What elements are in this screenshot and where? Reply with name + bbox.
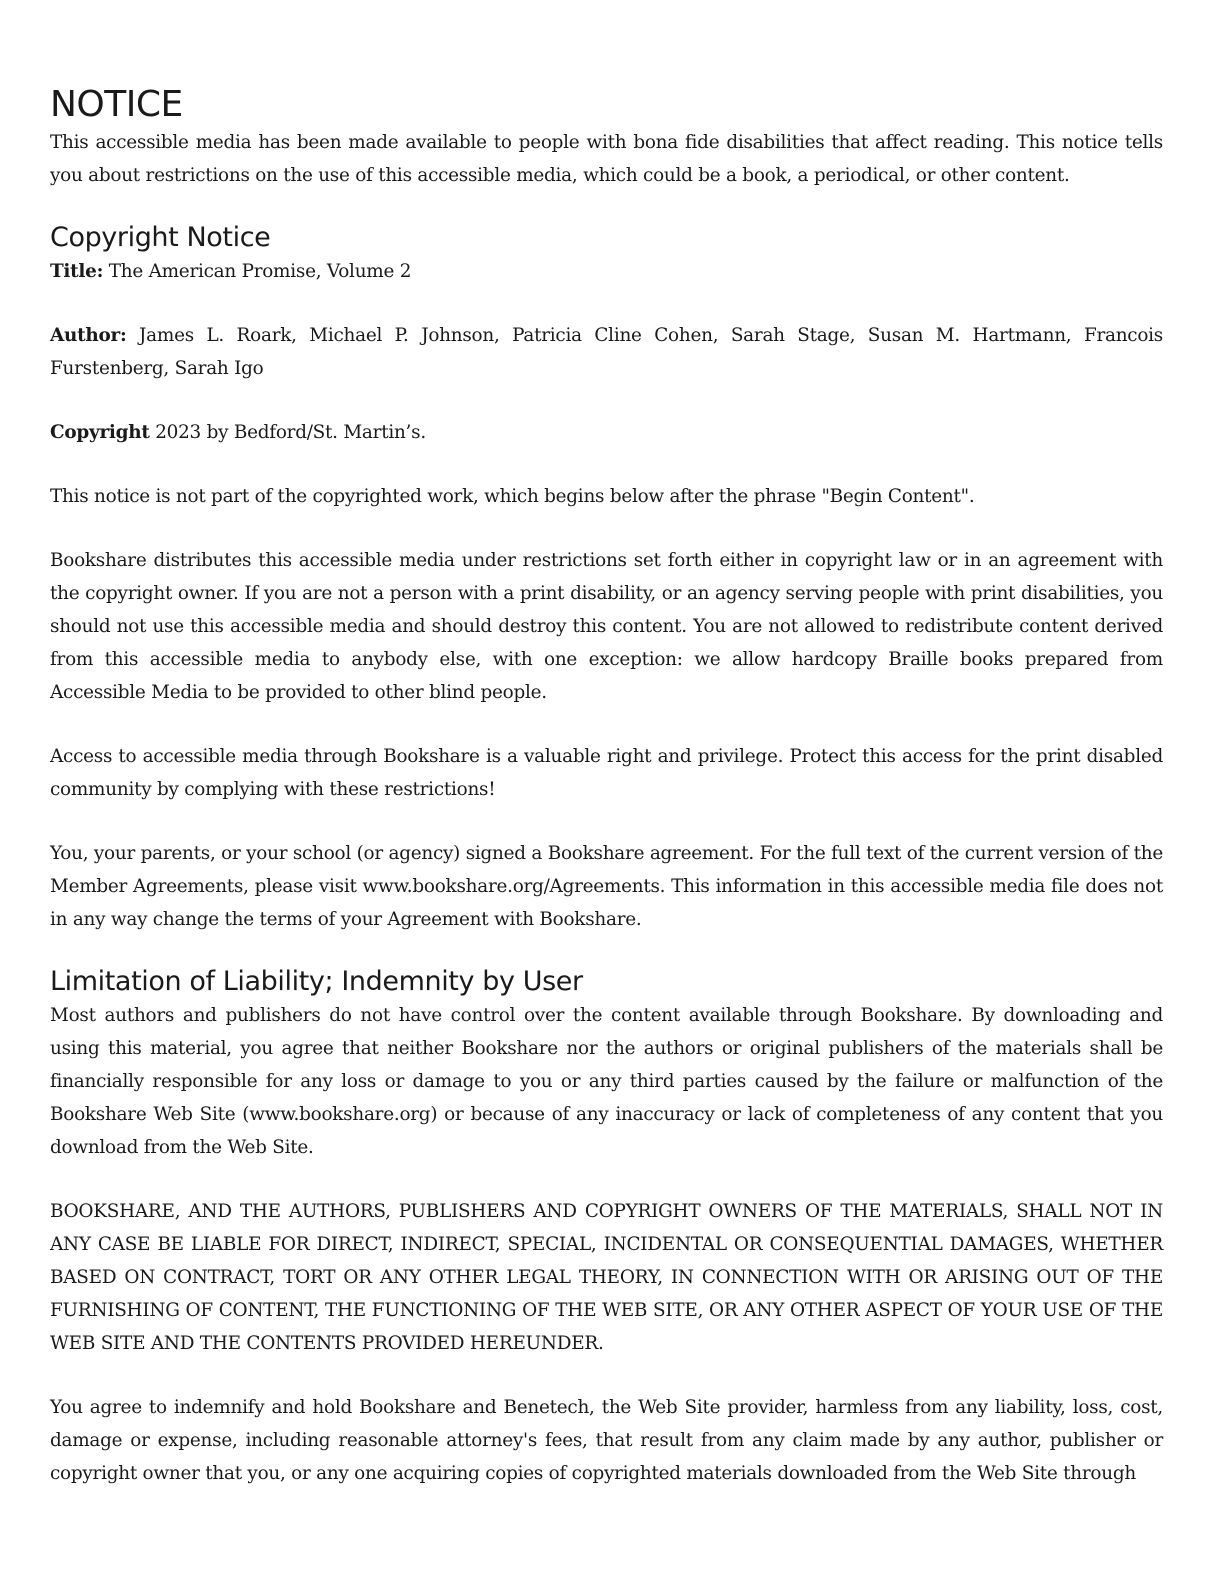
copyright-paragraph: This notice is not part of the copyrighted work, which begins below after the phrase "Begin Content".	[50, 486, 975, 507]
liability-paragraph: Most authors and publishers do not have control over the content available through Bookshare. By downloading and using this material, you agree that neither Bookshare nor the authors or original publishers of the materials shall be financially responsible for any loss or damage to you or any third parties caused by the failure or malfunction of the Bookshare Web Site (www.bookshare.org) or because of any inaccuracy or lack of completeness of any content that you download from the Web Site.	[50, 1005, 1163, 1158]
title-value: The American Promise, Volume 2	[103, 261, 412, 282]
liability-paragraph: You agree to indemnify and hold Bookshare and Benetech, the Web Site provider, harmless from any liability, loss, cost, damage or expense, including reasonable attorney's fees, that result from any claim made by any author, publisher or copyright owner that you, or any one acquiring copies of copyrighted materials downloaded from the Web Site through	[50, 1397, 1163, 1484]
document-page	[50, 84, 1163, 1490]
copyright-notice-heading: Copyright Notice	[50, 222, 271, 253]
author-line	[50, 319, 1163, 385]
notice-heading: NOTICE	[50, 84, 183, 125]
author-label: Author:	[50, 325, 127, 346]
title-line	[50, 255, 1163, 288]
liability-paragraph: BOOKSHARE, AND THE AUTHORS, PUBLISHERS AND COPYRIGHT OWNERS OF THE MATERIALS, SHALL NOT IN ANY CASE BE LIABLE FOR DIRECT, INDIRECT, SPECIAL, INCIDENTAL OR CONSEQUENTIAL DAMAGES, WHETHER BASED ON CONTRACT, TORT OR ANY OTHER LEGAL THEORY, IN CONNECTION WITH OR ARISING OUT OF THE FURNISHING OF CONTENT, THE FUNCTIONING OF THE WEB SITE, OR ANY OTHER ASPECT OF YOUR USE OF THE WEB SITE AND THE CONTENTS PROVIDED HEREUNDER.	[50, 1201, 1163, 1354]
author-value: James L. Roark, Michael P. Johnson, Patricia Cline Cohen, Sarah Stage, Susan M. Hartmann, Francois Furstenberg, Sarah Igo	[50, 325, 1163, 379]
title-label: Title:	[50, 261, 104, 282]
copyright-label: Copyright	[50, 422, 150, 443]
copyright-value: 2023 by Bedford/St. Martin’s.	[149, 422, 426, 443]
copyright-paragraph: You, your parents, or your school (or agency) signed a Bookshare agreement. For the full text of the current version of the Member Agreements, please visit www.bookshare.org/Agreements. This information in this accessible media file does not in any way change the terms of your Agreement with Bookshare.	[50, 843, 1163, 930]
liability-heading: Limitation of Liability; Indemnity by User	[50, 966, 583, 997]
copyright-paragraph: Access to accessible media through Bookshare is a valuable right and privilege. Protect this access for the print disabled community by complying with these restrictions!	[50, 746, 1163, 800]
copyright-line	[50, 416, 1163, 449]
copyright-paragraph: Bookshare distributes this accessible media under restrictions set forth either in copyright law or in an agreement with the copyright owner. If you are not a person with a print disability, or an agency serving people with print disabilities, you should not use this accessible media and should destroy this content. You are not allowed to redistribute content derived from this accessible media to anybody else, with one exception: we allow hardcopy Braille books prepared from Accessible Media to be provided to other blind people.	[50, 550, 1163, 703]
notice-intro: This accessible media has been made available to people with bona fide disabilities that affect reading. This notice tells you about restrictions on the use of this accessible media, which could be a book, a periodical, or other content.	[50, 132, 1163, 186]
